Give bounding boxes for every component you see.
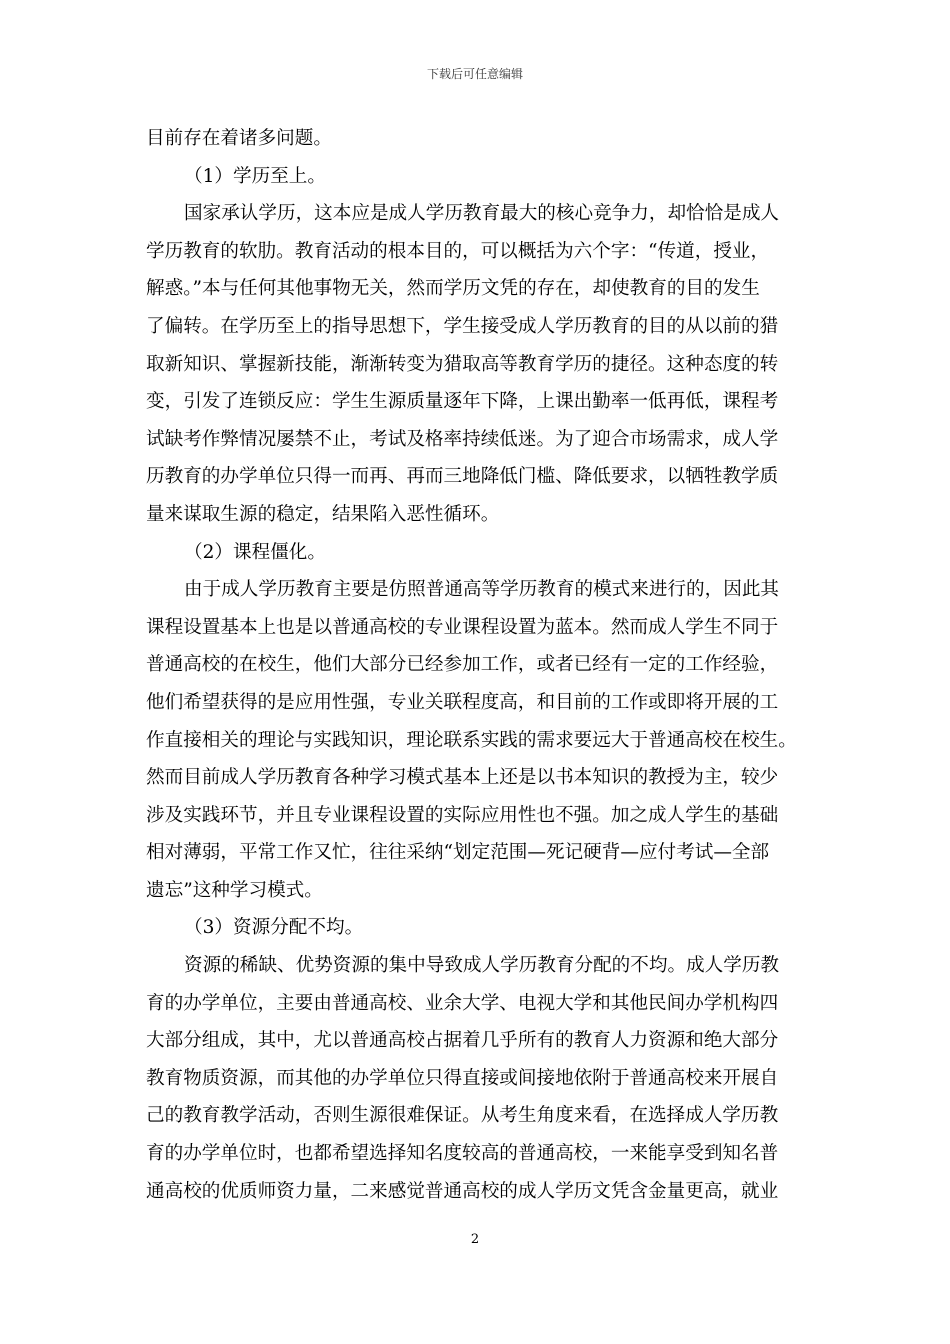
text-line: （3）资源分配不均。: [184, 917, 364, 939]
text-line: 遗忘”这种学习模式。: [146, 879, 323, 901]
text-line: 试缺考作弊情况屡禁不止，考试及格率持续低迷。为了迎合市场需求，成人学: [146, 428, 779, 450]
text-line: 大部分组成，其中，尤以普通高校占据着几乎所有的教育人力资源和绝大部分: [146, 1030, 779, 1052]
text-line: （1）学历至上。: [184, 165, 326, 187]
text-line: 历教育的办学单位只得一而再、再而三地降低门槛、降低要求，以牺牲教学质: [146, 466, 779, 488]
text-line: 由于成人学历教育主要是仿照普通高等学历教育的模式来进行的，因此其: [184, 579, 780, 601]
text-line: 育的办学单位，主要由普通高校、业余大学、电视大学和其他民间办学机构四: [146, 992, 779, 1014]
text-line: 了偏转。在学历至上的指导思想下，学生接受成人学历教育的目的从以前的猎: [146, 315, 779, 337]
text-line: （2）课程僵化。: [184, 541, 326, 563]
text-line: 己的教育教学活动，否则生源很难保证。从考生角度来看，在选择成人学历教: [146, 1105, 779, 1127]
page-number: 2: [470, 1232, 480, 1247]
text-line: 取新知识、掌握新技能，渐渐转变为猎取高等教育学历的捷径。这种态度的转: [146, 353, 779, 375]
document-body: [146, 120, 806, 1210]
text-line: 学历教育的软肋。教育活动的根本目的，可以概括为六个字：“传道，授业，: [146, 240, 770, 262]
text-line: 变，引发了连锁反应：学生生源质量逐年下降，上课出勤率一低再低，课程考: [146, 391, 779, 413]
text-line: 目前存在着诸多问题。: [146, 128, 332, 149]
text-line: 然而目前成人学历教育各种学习模式基本上还是以书本知识的教授为主，较少: [146, 767, 779, 789]
text-line: 他们希望获得的是应用性强，专业关联程度高，和目前的工作或即将开展的工: [146, 691, 779, 713]
text-line: 解惑。”本与任何其他事物无关，然而学历文凭的存在，却使教育的目的发生: [146, 278, 760, 300]
text-line: 普通高校的在校生，他们大部分已经参加工作，或者已经有一定的工作经验，: [146, 654, 779, 676]
text-line: 资源的稀缺、优势资源的集中导致成人学历教育分配的不均。成人学历教: [184, 955, 780, 977]
text-line: 国家承认学历，这本应是成人学历教育最大的核心竞争力，却恰恰是成人: [184, 203, 780, 225]
text-line: 作直接相关的理论与实践知识，理论联系实践的需求要远大于普通高校在校生。: [146, 729, 797, 751]
text-line: 涉及实践环节，并且专业课程设置的实际应用性也不强。加之成人学生的基础: [146, 804, 779, 826]
text-line: 通高校的优质师资力量，二来感觉普通高校的成人学历文凭含金量更高，就业: [146, 1180, 779, 1202]
text-line: 课程设置基本上也是以普通高校的专业课程设置为蓝本。然而成人学生不同于: [146, 616, 779, 638]
page-header: 下载后可任意编辑: [426, 67, 523, 81]
text-line: 育的办学单位时，也都希望选择知名度较高的普通高校，一来能享受到知名普: [146, 1143, 779, 1165]
text-line: 相对薄弱，平常工作又忙，往往采纳“划定范围—死记硬背—应付考试—全部: [146, 842, 770, 864]
text-line: 量来谋取生源的稳定，结果陷入恶性循环。: [146, 503, 500, 525]
text-line: 教育物质资源，而其他的办学单位只得直接或间接地依附于普通高校来开展自: [146, 1067, 779, 1089]
